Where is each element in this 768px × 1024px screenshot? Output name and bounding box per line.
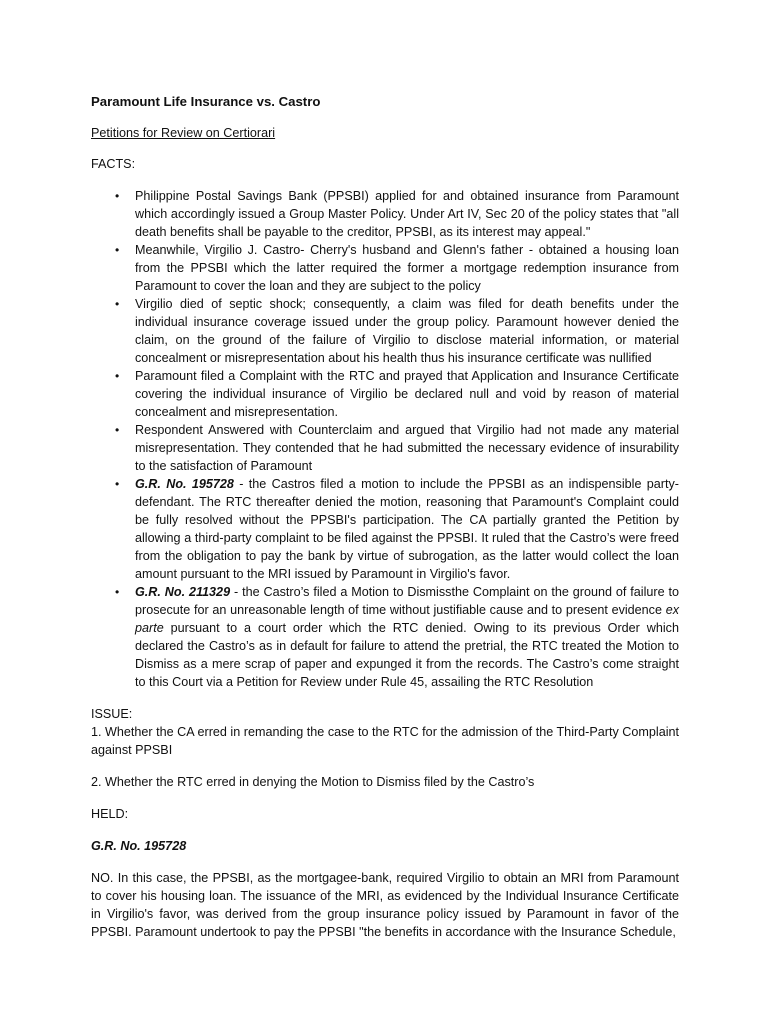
fact-item [91,583,679,691]
held-heading: HELD: [91,807,129,821]
bullet-icon: • [115,423,120,437]
fact-text: - the Castro’s filed a Motion to Dismissthe Complaint on the ground of failure to prosecute for an unreasonable length of time without justifiable cause and to present evidence [135,585,679,617]
case-reference: G.R. No. 211329 [135,585,231,599]
fact-item [91,295,679,367]
document-title: Paramount Life Insurance vs. Castro [91,94,321,109]
bullet-icon: • [115,477,120,491]
fact-text: Philippine Postal Savings Bank (PPSBI) applied for and obtained insurance from Paramount which accordingly issued a Group Master Policy. Under Art IV, Sec 20 of the policy states that "all death benefits shall be payable to the creditor, PPSBI, as its interest may appeal." [135,189,679,239]
issue-one: 1. Whether the CA erred in remanding the case to the RTC for the admission of the Third-Party Complaint against PPSBI [91,725,679,757]
fact-item [91,187,679,241]
held-paragraph: NO. In this case, the PPSBI, as the mortgagee-bank, required Virgilio to obtain an MRI from Paramount to cover his housing loan. The issuance of the MRI, as evidenced by the Individual Insurance Certificate in Virgilio's favor, was derived from the group insurance policy issued by Paramount in favor of the PPSBI. Paramount undertook to pay the PPSBI "the benefits in accordance with the Insurance Schedule, [91,871,679,939]
bullet-icon: • [115,189,120,203]
fact-emphasis: ex parte [135,603,679,635]
held-case-reference: G.R. No. 195728 [91,839,187,853]
issue-two: 2. Whether the RTC erred in denying the Motion to Dismiss filed by the Castro’s [91,775,535,789]
fact-text: - the Castros filed a motion to include the PPSBI as an indispensible party-defendant. The RTC thereafter denied the motion, reasoning that Paramount's Complaint could be fully resolved without the PPSBI's participation. The CA partially granted the Petition by allowing a third-party complaint to be filed against the PPSBI. It ruled that the Castro’s were freed from the obligation to pay the bank by virtue of subrogation, as the latter would collect the loan amount pursuant to the MRI issued by Paramount in Virgilio's favor. [135,477,679,581]
document-page [91,93,679,941]
facts-heading: FACTS: [91,157,136,171]
bullet-icon: • [115,243,120,257]
facts-list [91,187,679,691]
fact-text: Respondent Answered with Counterclaim and argued that Virgilio had not made any material misrepresentation. They contended that he had submitted the necessary evidence of insurability to the satisfaction of Paramount [135,423,679,473]
fact-item [91,475,679,583]
bullet-icon: • [115,297,120,311]
fact-text: Meanwhile, Virgilio J. Castro- Cherry's husband and Glenn's father - obtained a housing loan from the PPSBI which the latter required the former a mortgage redemption insurance from Paramount to cover the loan and they are subject to the policy [135,243,679,293]
fact-item [91,421,679,475]
case-reference: G.R. No. 195728 [135,477,234,491]
bullet-icon: • [115,369,120,383]
issue-heading: ISSUE: [91,707,133,721]
fact-item [91,367,679,421]
fact-text: pursuant to a court order which the RTC denied. Owing to its previous Order which declared the Castro’s as in default for failure to attend the pretrial, the RTC treated the Motion to Dismiss as a mere scrap of paper and expunged it from the records. The Castro’s come straight to this Court via a Petition for Review under Rule 45, assailing the RTC Resolution [135,621,679,689]
document-subtitle: Petitions for Review on Certiorari [91,126,276,140]
fact-text: Virgilio died of septic shock; consequently, a claim was filed for death benefits under the individual insurance coverage issued under the group policy. Paramount however denied the claim, on the ground of the failure of Virgilio to disclose material information, or material concealment or misrepresentation about his health thus his insurance certificate was nullified [135,297,679,365]
bullet-icon: • [115,585,120,599]
fact-text: Paramount filed a Complaint with the RTC and prayed that Application and Insurance Certificate covering the individual insurance of Virgilio be declared null and void by reason of material concealment and misrepresentation. [135,369,679,419]
fact-item [91,241,679,295]
